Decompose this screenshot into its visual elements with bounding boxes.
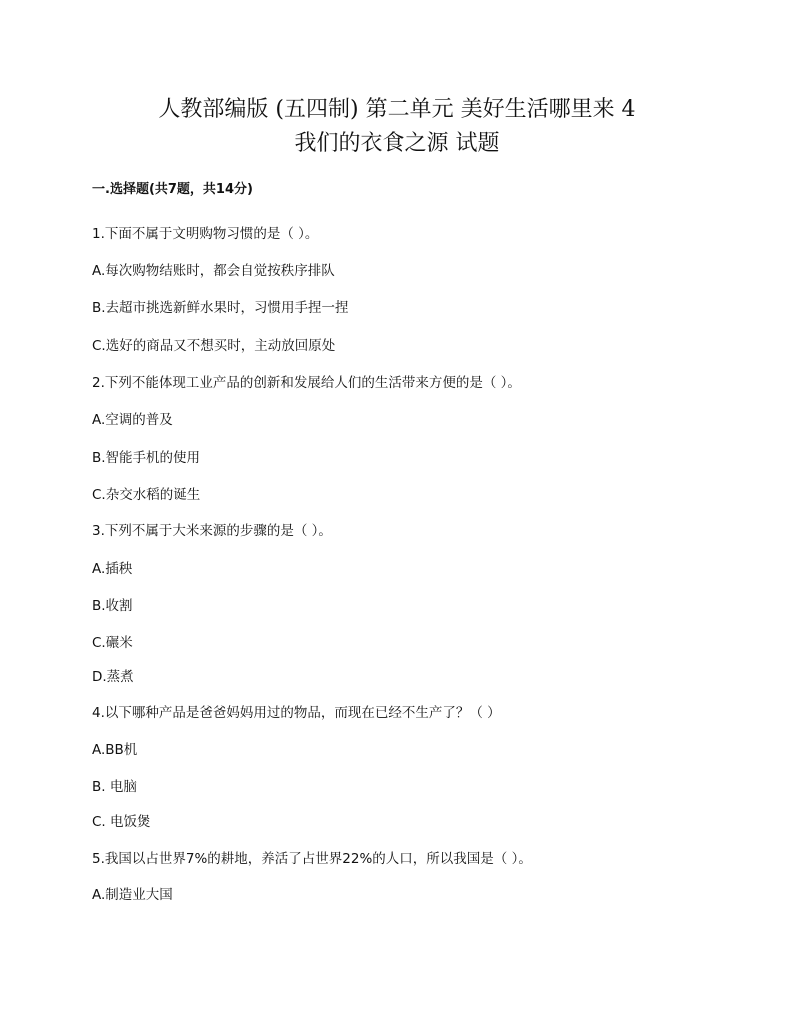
question-4-option-b: B. 电脑: [92, 779, 137, 795]
question-1-option-b: B.去超市挑选新鲜水果时，习惯用手捏一捏: [92, 300, 349, 316]
question-3-option-d: D.蒸煮: [92, 669, 134, 685]
question-4-option-c: C. 电饭煲: [92, 814, 151, 830]
question-4-option-a: A.BB机: [92, 742, 138, 758]
question-2-option-a: A.空调的普及: [92, 412, 173, 428]
question-5-stem: 5.我国以占世界7%的耕地，养活了占世界22%的人口，所以我国是（ ）。: [92, 851, 532, 867]
question-2-option-b: B.智能手机的使用: [92, 450, 201, 466]
section-heading: 一.选择题(共7题，共14分): [92, 182, 253, 197]
question-3-option-a: A.插秧: [92, 561, 133, 577]
question-4-stem: 4.以下哪种产品是爸爸妈妈用过的物品，而现在已经不生产了？（ ）: [92, 705, 501, 721]
question-5-option-a: A.制造业大国: [92, 887, 173, 903]
question-1-option-c: C.选好的商品又不想买时，主动放回原处: [92, 338, 336, 354]
title-line-2: 我们的衣食之源 试题: [294, 131, 500, 156]
question-1-stem: 1.下面不属于文明购物习惯的是（ ）。: [92, 226, 319, 242]
question-3-option-c: C.碾米: [92, 635, 133, 651]
question-2-option-c: C.杂交水稻的诞生: [92, 487, 201, 503]
question-2-stem: 2.下列不能体现工业产品的创新和发展给人们的生活带来方便的是（ ）。: [92, 375, 521, 391]
question-1-option-a: A.每次购物结账时，都会自觉按秩序排队: [92, 263, 335, 279]
question-3-option-b: B.收割: [92, 598, 133, 614]
document-title: [0, 93, 794, 161]
question-3-stem: 3.下列不属于大米来源的步骤的是（ ）。: [92, 523, 332, 539]
title-line-1: 人教部编版 (五四制) 第二单元 美好生活哪里来 4: [158, 97, 636, 122]
